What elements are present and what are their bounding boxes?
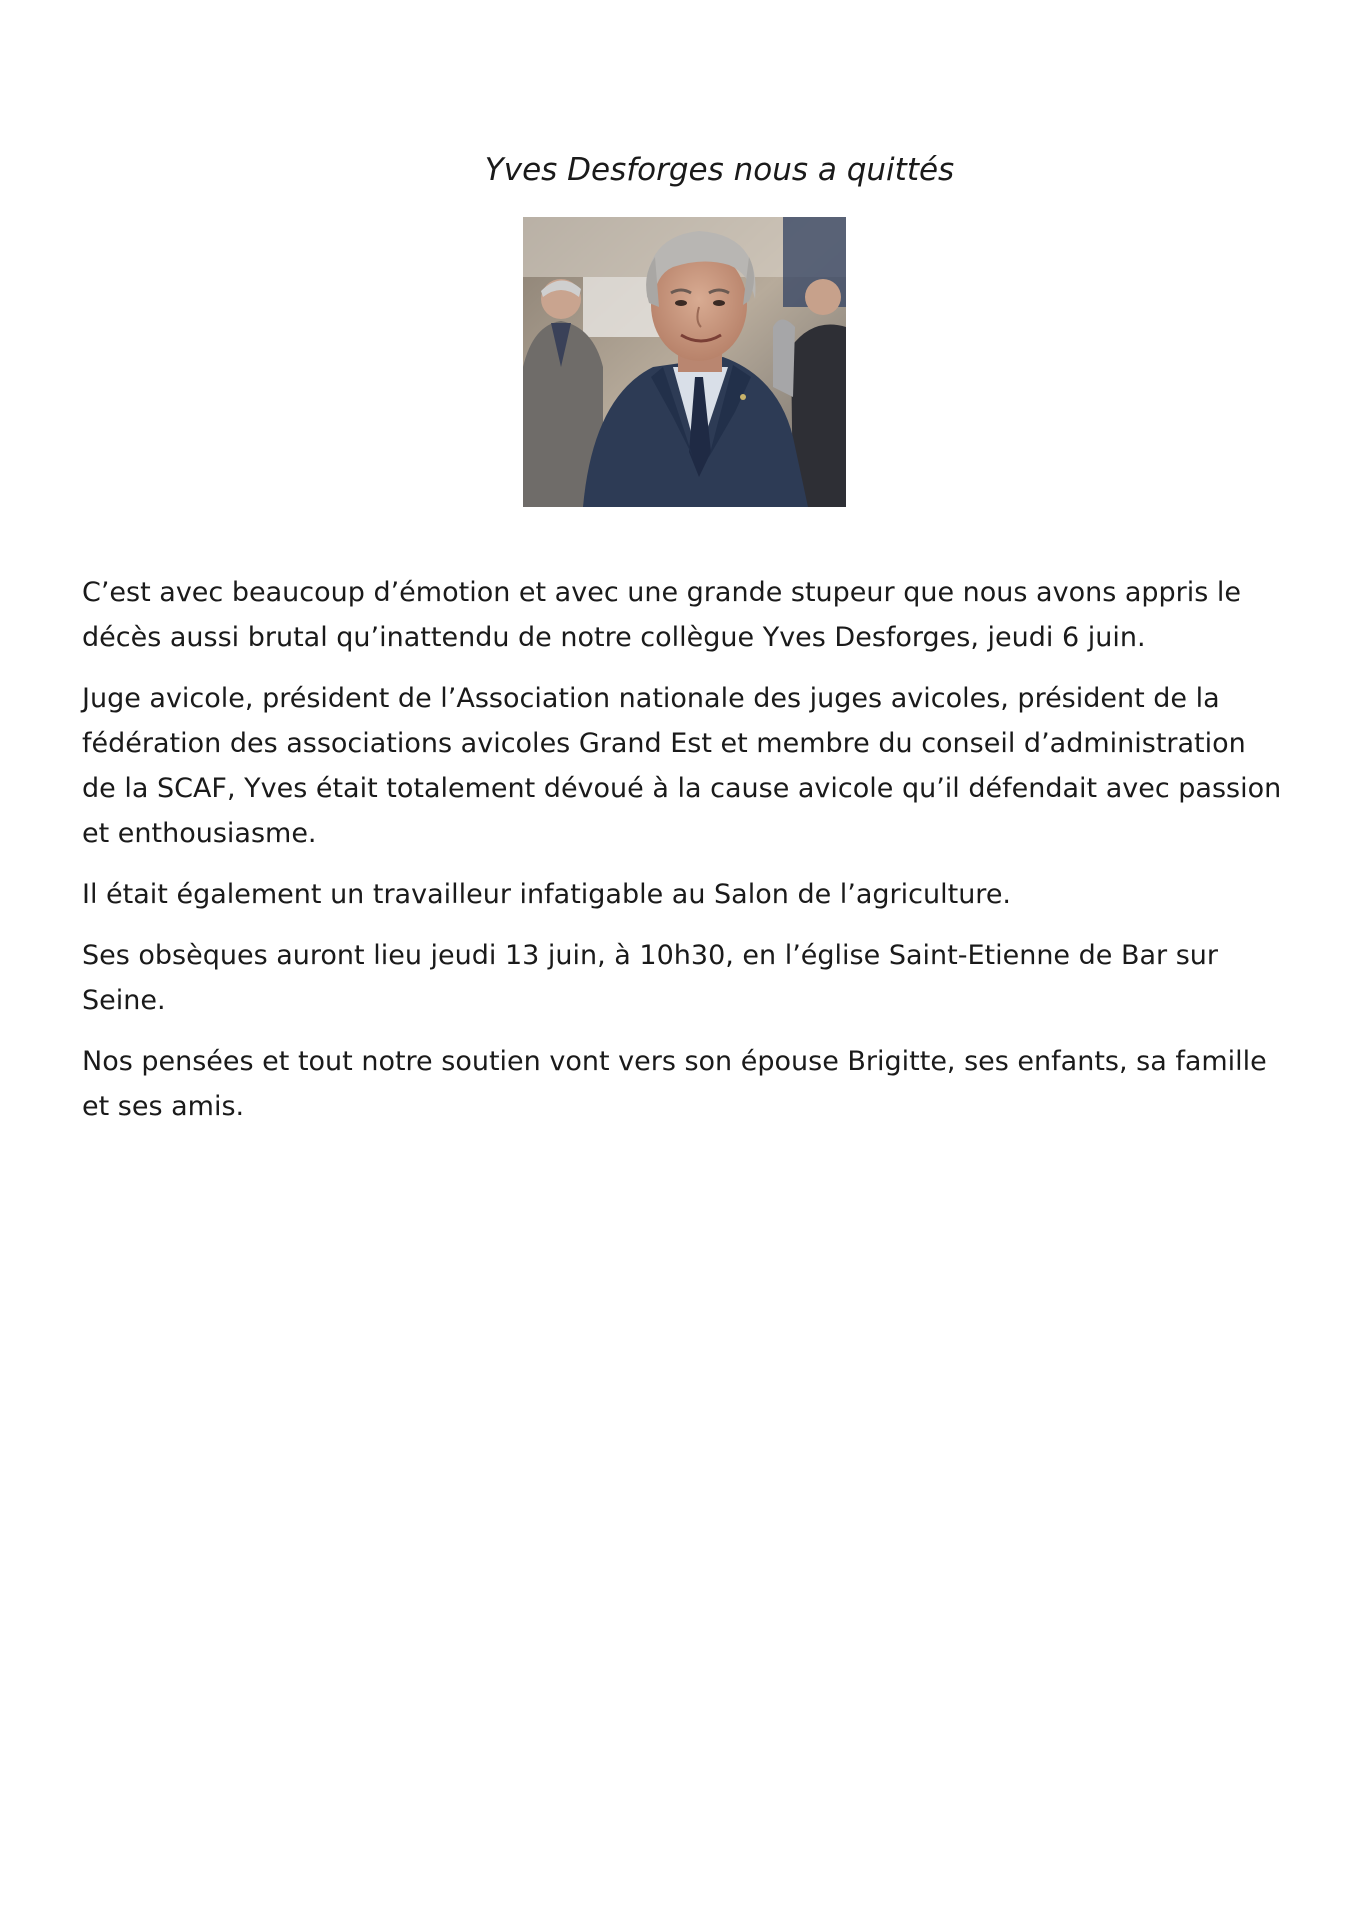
portrait-photo — [523, 217, 846, 507]
page-title: Yves Desforges nous a quittés — [484, 152, 955, 188]
paragraph: Ses obsèques auront lieu jeudi 13 juin, à 10h30, en l’église Saint-Etienne de Bar sur Seine. — [82, 940, 1218, 1016]
paragraph: Il était également un travailleur infatigable au Salon de l’agriculture. — [82, 879, 1012, 910]
paragraph: C’est avec beaucoup d’émotion et avec une grande stupeur que nous avons appris le décès aussi brutal qu’inattendu de notre collègue Yves Desforges, jeudi 6 juin. — [82, 577, 1242, 653]
article-body — [82, 570, 1282, 1145]
paragraph: Juge avicole, président de l’Association nationale des juges avicoles, président de la fédération des associations avicoles Grand Est et membre du conseil d’administration de la SCAF, Yves était totalement dévoué à la cause avicole qu’il défendait avec passion et enthousiasme. — [82, 683, 1282, 849]
paragraph: Nos pensées et tout notre soutien vont vers son épouse Brigitte, ses enfants, sa famille et ses amis. — [82, 1046, 1267, 1122]
